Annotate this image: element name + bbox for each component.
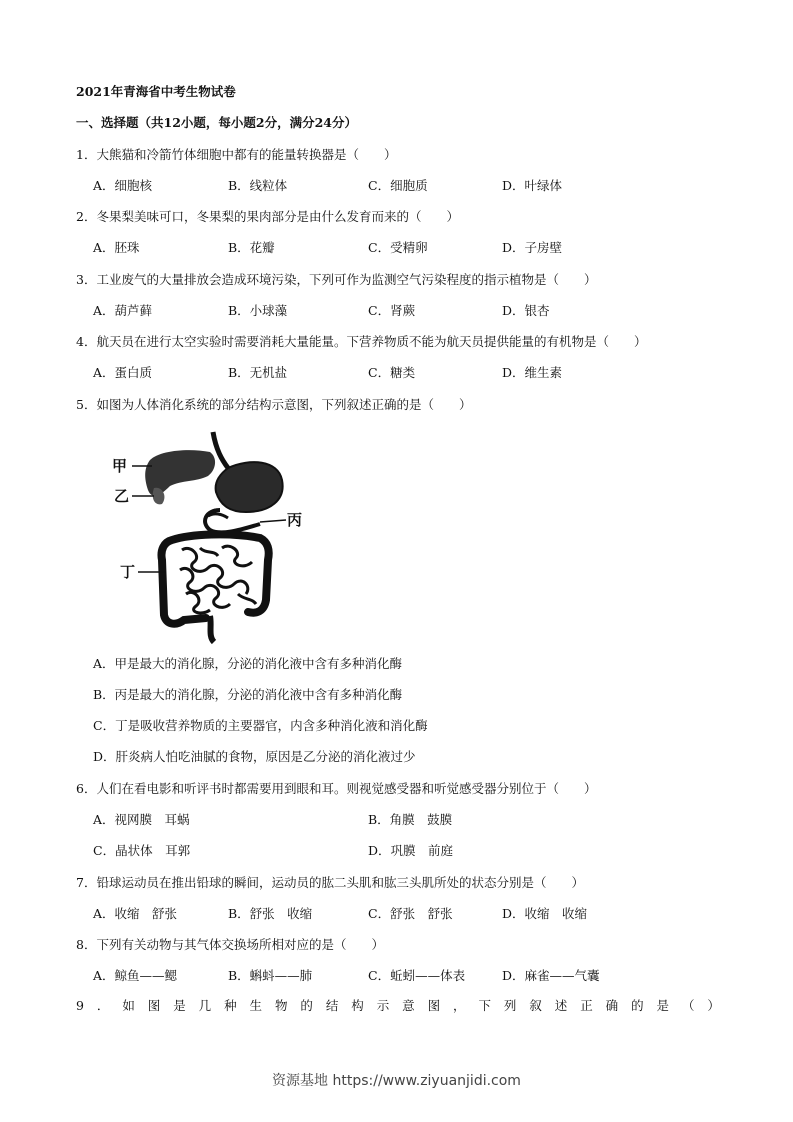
q8-option-d: D．麻雀——气囊 — [502, 968, 600, 983]
q9-char: ． — [96, 998, 110, 1013]
q5-option-c: C．丁是吸收营养物质的主要器官，内含多种消化液和消化酶 — [93, 718, 428, 733]
q8-option-a: A．鲸鱼——鳃 — [93, 968, 178, 983]
q9-char: 的 — [631, 998, 644, 1013]
page-title: 2021年青海省中考生物试卷 — [76, 84, 236, 99]
q3-option-a: A．葫芦藓 — [93, 303, 153, 318]
q1-option-d: D．叶绿体 — [502, 178, 563, 193]
q9-char: 种 — [224, 998, 237, 1013]
q7-option-d: D．收缩 收缩 — [502, 906, 588, 921]
question-6-stem: 6．人们在看电影和听评书时都需要用到眼和耳。则视觉感受器和听觉感受器分别位于（ ） — [76, 781, 597, 796]
q9-char: 列 — [503, 998, 517, 1013]
q9-char: 确 — [605, 998, 619, 1013]
q7-option-a: A．收缩 舒张 — [93, 906, 178, 921]
question-5-stem: 5．如图为人体消化系统的部分结构示意图，下列叙述正确的是（ ） — [76, 397, 472, 412]
q9-char: 构 — [351, 998, 364, 1013]
q5-option-d: D．肝炎病人怕吃油腻的食物，原因是乙分泌的消化液过少 — [93, 749, 416, 764]
q9-char: 是 — [173, 998, 186, 1013]
question-7-stem: 7．铅球运动员在推出铅球的瞬间，运动员的肱二头肌和肱三头肌所处的状态分别是（ ） — [76, 875, 584, 890]
q2-option-d: D．子房壁 — [502, 240, 563, 255]
q4-option-d: D．维生素 — [502, 365, 563, 380]
label-ding: 丁 — [120, 563, 136, 581]
q2-option-a: A．胚珠 — [93, 240, 140, 255]
q9-char: （ — [681, 998, 695, 1013]
question-2-stem: 2．冬果梨美味可口，冬果梨的果肉部分是由什么发育而来的（ ） — [76, 209, 459, 224]
q2-option-c: C．受精卵 — [368, 240, 428, 255]
q9-char: 结 — [325, 998, 339, 1013]
q9-char: 是 — [656, 998, 670, 1013]
q5-option-a: A．甲是最大的消化腺，分泌的消化液中含有多种消化酶 — [93, 656, 403, 671]
label-bing: 丙 — [287, 511, 303, 529]
q3-option-b: B．小球藻 — [228, 303, 288, 318]
q9-char: 物 — [274, 998, 288, 1013]
q9-char: 下 — [478, 998, 491, 1013]
q4-option-c: C．糖类 — [368, 365, 416, 380]
q6-option-c: C．晶状体 耳郭 — [93, 843, 191, 858]
q9-char: 叙 — [529, 998, 542, 1013]
q9-char: ， — [453, 998, 466, 1013]
q9-char: 述 — [554, 998, 568, 1013]
q2-option-b: B．花瓣 — [228, 240, 275, 255]
q9-char: 9 — [76, 998, 84, 1013]
q1-option-a: A．细胞核 — [93, 178, 153, 193]
label-jia: 甲 — [112, 457, 128, 475]
footer-watermark: 资源基地 https://www.ziyuanjidi.com — [272, 1073, 521, 1089]
question-1-stem: 1．大熊猫和冷箭竹体细胞中都有的能量转换器是（ ） — [76, 147, 397, 162]
question-3-stem: 3．工业废气的大量排放会造成环境污染，下列可作为监测空气污染程度的指示植物是（ ） — [76, 272, 597, 287]
q7-option-b: B．舒张 收缩 — [228, 906, 313, 921]
q8-option-b: B．蝌蚪——肺 — [228, 968, 313, 983]
q1-option-b: B．线粒体 — [228, 178, 288, 193]
question-4-stem: 4．航天员在进行太空实验时需要消耗大量能量。下营养物质不能为航天员提供能量的有机物是（ ） — [76, 334, 647, 349]
question-9-stem — [76, 998, 720, 1014]
q9-char: 正 — [580, 998, 593, 1013]
q7-option-c: C．舒张 舒张 — [368, 906, 453, 921]
q9-char: 示 — [376, 998, 390, 1013]
q9-char: 如 — [122, 998, 135, 1013]
q4-option-a: A．蛋白质 — [93, 365, 153, 380]
q3-option-c: C．肾蕨 — [368, 303, 416, 318]
digestive-system-diagram — [110, 430, 310, 645]
q6-option-b: B．角膜 鼓膜 — [368, 812, 453, 827]
q6-option-a: A．视网膜 耳蜗 — [93, 812, 190, 827]
q5-option-b: B．丙是最大的消化腺，分泌的消化液中含有多种消化酶 — [93, 687, 403, 702]
q9-char: 图 — [147, 998, 161, 1013]
q9-char: 生 — [249, 998, 263, 1013]
q9-char: 意 — [402, 998, 415, 1013]
q3-option-d: D．银杏 — [502, 303, 550, 318]
q9-char: ） — [707, 998, 720, 1013]
question-8-stem: 8．下列有关动物与其气体交换场所相对应的是（ ） — [76, 937, 384, 952]
section-heading: 一、选择题（共12小题，每小题2分，满分24分） — [76, 115, 357, 130]
q6-option-d: D．巩膜 前庭 — [368, 843, 454, 858]
q1-option-c: C．细胞质 — [368, 178, 428, 193]
q9-char: 图 — [427, 998, 441, 1013]
q9-char: 几 — [198, 998, 212, 1013]
q4-option-b: B．无机盐 — [228, 365, 288, 380]
q8-option-c: C．蚯蚓——体表 — [368, 968, 466, 983]
q9-char: 的 — [300, 998, 313, 1013]
label-yi: 乙 — [114, 487, 130, 505]
